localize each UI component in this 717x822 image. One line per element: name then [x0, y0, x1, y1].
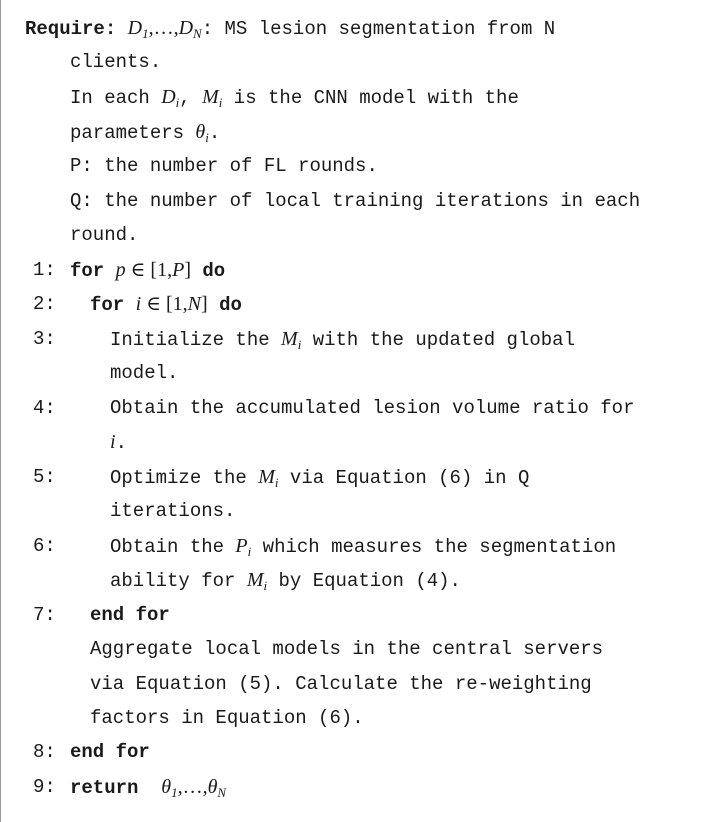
for-keyword: for — [90, 294, 125, 316]
step-2 — [90, 289, 242, 319]
line-number-6: 6: — [33, 535, 56, 557]
di-math: $D_i$ — [161, 86, 180, 110]
step-6-text-d: by Equation (4). — [267, 570, 461, 592]
aggregate-line-3 — [90, 703, 364, 733]
step-5-text-b: via Equation (6) in Q — [278, 467, 530, 489]
step-3-text-a: Initialize the — [110, 329, 282, 351]
aggregate-line-1 — [90, 634, 603, 664]
line-number-3: 3: — [33, 328, 56, 350]
line-number-5: 5: — [33, 466, 56, 488]
step-4-text-c: . — [115, 432, 127, 454]
step-3-cont — [110, 358, 178, 388]
step-6-text-c: ability for — [110, 570, 247, 592]
thetas-math: $\theta_1,\dots,\theta_N$ — [161, 776, 227, 800]
do-keyword: do — [202, 260, 226, 282]
require-line-1 — [25, 13, 555, 43]
step-5 — [110, 462, 529, 492]
require-line-4: parameters $\theta_i$. — [70, 121, 221, 145]
require-line-3 — [70, 82, 519, 112]
line-number-9: 9: — [33, 776, 56, 798]
for-keyword: for — [70, 260, 105, 282]
step-7 — [90, 600, 170, 630]
aggregate-text-3: factors in Equation (6). — [90, 707, 364, 729]
require-label: Require: — [25, 18, 117, 40]
line-number-8: 8: — [33, 741, 56, 763]
require-text-5: P: the number of FL rounds. — [70, 155, 378, 177]
step-3-text-b: with the updated global — [301, 329, 575, 351]
require-text-3a: In each — [70, 87, 162, 109]
require-text-4: parameters — [70, 122, 196, 144]
mi-math: $M_i$ — [258, 466, 279, 490]
line-number-7: 7: — [33, 604, 56, 626]
theta-i-math: $\theta_i$ — [195, 121, 209, 145]
aggregate-line-2 — [90, 669, 592, 699]
step-3 — [110, 324, 575, 354]
aggregate-text-1: Aggregate local models in the central servers — [90, 638, 604, 660]
i-range-math: i ∈ [1,N] — [135, 293, 208, 315]
require-text-3c: is the CNN model with the — [222, 87, 519, 109]
require-text-6: Q: the number of local training iterations in each — [70, 190, 641, 212]
require-text-2: clients. — [70, 51, 162, 73]
step-6-text-b: which measures the segmentation — [251, 536, 617, 558]
step-3-text-c: model. — [110, 362, 179, 384]
mi-math: $M_i$ — [281, 328, 302, 352]
pi-math: $P_i$ — [235, 535, 252, 559]
step-5-text-a: Optimize the — [110, 467, 259, 489]
require-text-7: round. — [70, 224, 139, 246]
aggregate-text-2: via Equation (5). Calculate the re-weighting — [90, 673, 592, 695]
line-number-4: 4: — [33, 397, 56, 419]
return-keyword: return — [70, 777, 139, 799]
step-4 — [110, 393, 635, 423]
mi-math: $M_i$ — [202, 86, 223, 110]
require-line-2 — [70, 47, 161, 77]
i-math: i — [110, 431, 116, 453]
line-number-2: 2: — [33, 293, 56, 315]
p-range-math: p ∈ [1,P] — [115, 259, 191, 281]
require-line-6 — [70, 186, 640, 216]
step-6-text-a: Obtain the — [110, 536, 236, 558]
step-4-text: Obtain the accumulated lesion volume ratio for — [110, 397, 635, 419]
step-4-cont — [110, 427, 127, 457]
require-line-5 — [70, 151, 378, 181]
require-line-7 — [70, 220, 138, 250]
step-5-text-c: iterations. — [110, 500, 236, 522]
end-for-keyword: end for — [70, 741, 150, 763]
step-1 — [70, 255, 225, 285]
do-keyword: do — [219, 294, 242, 316]
step-6 — [110, 531, 616, 561]
line-number-1: 1: — [33, 259, 56, 281]
mi-math: $M_i$ — [246, 569, 268, 593]
end-for-keyword: end for — [90, 604, 170, 626]
require-text-1: : MS lesion segmentation from N — [201, 18, 556, 40]
step-5-cont — [110, 496, 235, 526]
step-6-cont — [110, 565, 461, 595]
require-text-3b: , — [179, 87, 203, 109]
step-9 — [70, 772, 226, 802]
step-8 — [70, 737, 150, 767]
datasets-math: $D_1,\dots,D_N$ — [127, 17, 202, 41]
